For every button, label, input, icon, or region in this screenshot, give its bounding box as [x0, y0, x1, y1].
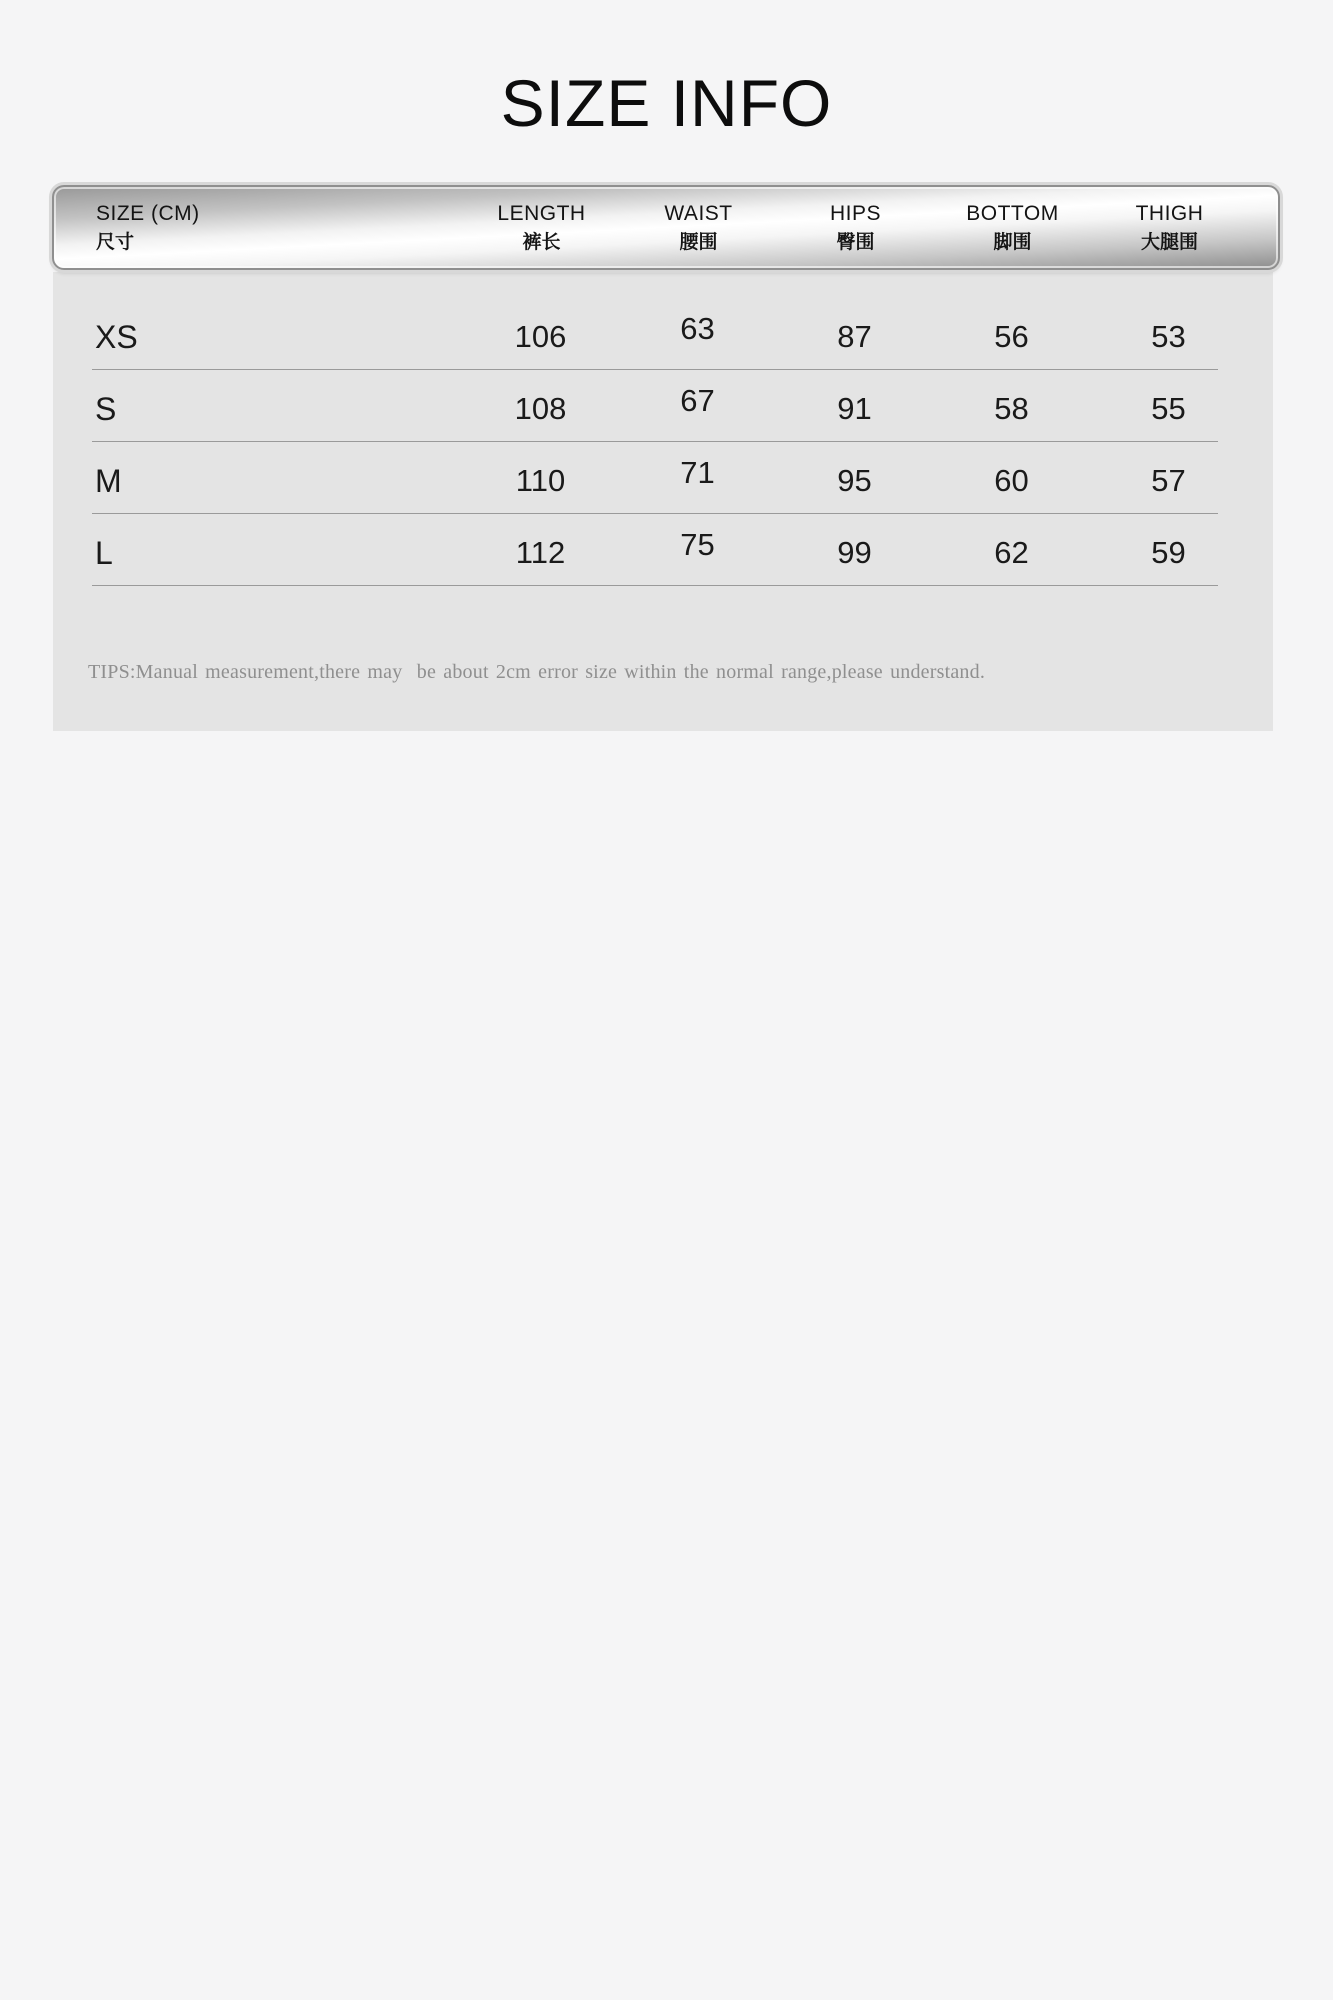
header-col-waist	[620, 202, 777, 254]
header-waist-zh: 腰围	[679, 231, 718, 253]
table-row-s	[53, 370, 1273, 442]
cell-size-xs: XS	[95, 318, 138, 355]
cell-hips-m: 95	[837, 463, 872, 498]
cell-length-s: 108	[514, 391, 567, 426]
size-table-panel	[53, 272, 1273, 731]
header-col-bottom	[934, 202, 1091, 254]
header-col-length	[463, 202, 620, 254]
header-thigh-en: THIGH	[1135, 201, 1204, 225]
header-bottom-en: BOTTOM	[966, 201, 1059, 225]
tips-text: TIPS:Manual measurement,there may be about 2cm error size within the normal range,please understand.	[88, 661, 986, 683]
cell-hips-l: 99	[837, 535, 872, 570]
table-row-l	[53, 514, 1273, 586]
page-title: SIZE INFO	[500, 66, 833, 140]
header-size-en: SIZE (CM)	[96, 201, 200, 225]
cell-bottom-m: 60	[994, 463, 1029, 498]
cell-waist-s: 67	[680, 383, 715, 418]
cell-size-m: M	[95, 462, 122, 499]
table-row-m	[53, 442, 1273, 514]
header-hips-en: HIPS	[829, 201, 881, 225]
cell-waist-m: 71	[680, 455, 715, 490]
table-row-xs	[53, 298, 1273, 370]
header-col-thigh	[1091, 202, 1248, 254]
cell-length-l: 112	[515, 535, 566, 570]
cell-hips-xs: 87	[837, 319, 872, 354]
cell-bottom-s: 58	[994, 391, 1029, 426]
cell-waist-l: 75	[680, 527, 715, 562]
header-waist-en: WAIST	[664, 201, 733, 225]
size-table-header	[52, 185, 1280, 270]
header-bottom-zh: 脚围	[993, 231, 1032, 253]
cell-thigh-xs: 53	[1151, 319, 1186, 354]
header-col-size	[54, 202, 463, 254]
cell-thigh-l: 59	[1151, 535, 1186, 570]
header-col-hips	[777, 202, 934, 254]
header-thigh-zh: 大腿围	[1140, 231, 1198, 253]
size-table-body	[53, 272, 1273, 586]
header-length-zh: 裤长	[522, 231, 561, 253]
header-size-zh: 尺寸	[96, 231, 135, 253]
cell-thigh-m: 57	[1151, 463, 1186, 498]
cell-size-s: S	[95, 390, 117, 427]
header-hips-zh: 臀围	[836, 231, 875, 253]
cell-hips-s: 91	[837, 391, 872, 426]
cell-size-l: L	[95, 534, 113, 571]
cell-thigh-s: 55	[1151, 391, 1186, 426]
cell-length-m: 110	[515, 463, 566, 498]
cell-bottom-xs: 56	[994, 319, 1029, 354]
cell-bottom-l: 62	[994, 535, 1029, 570]
cell-length-xs: 106	[514, 319, 567, 354]
header-length-en: LENGTH	[497, 201, 586, 225]
cell-waist-xs: 63	[680, 311, 715, 346]
